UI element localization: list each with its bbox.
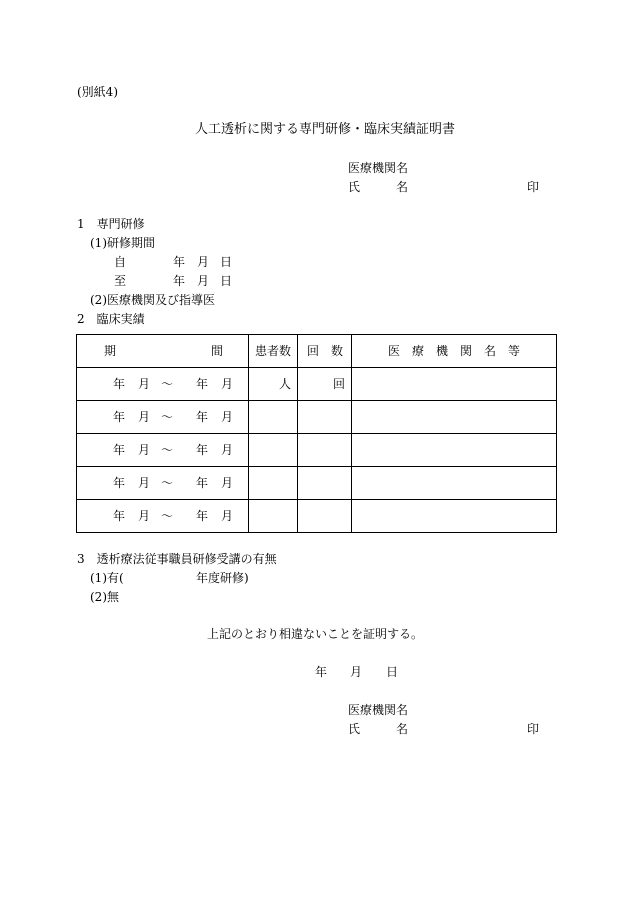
patients-cell (249, 401, 298, 434)
header-period: 期 間 (77, 335, 249, 368)
institution-supervisor-label: (2)医療機関及び指導医 (90, 293, 215, 307)
institution-cell (352, 368, 557, 401)
training-yes-prefix: (1)有( (90, 571, 124, 585)
cert-institution-label: 医療機関名 (348, 703, 409, 717)
institution-cell (352, 467, 557, 500)
to-label: 至 (114, 274, 127, 288)
period-cell: 年 月 〜 年 月 (77, 500, 249, 533)
period-cell: 年 月 〜 年 月 (77, 368, 249, 401)
from-year: 年 (173, 255, 186, 269)
patients-cell: 人 (249, 368, 298, 401)
patients-cell (249, 434, 298, 467)
to-month: 月 (197, 274, 210, 288)
header-count: 回 数 (298, 335, 352, 368)
institution-name-label: 医療機関名 (348, 161, 409, 175)
training-no-label: (2)無 (90, 590, 119, 604)
section3-heading: 3 透析療法従事職員研修受講の有無 (77, 552, 277, 566)
institution-cell (352, 401, 557, 434)
cert-date-day: 日 (386, 665, 399, 679)
header-patients: 患者数 (249, 335, 298, 368)
to-day: 日 (220, 274, 233, 288)
clinical-record-table (76, 334, 557, 533)
patients-cell (249, 500, 298, 533)
header-institution: 医 療 機 関 名 等 (352, 335, 557, 368)
table-row (77, 500, 557, 533)
cert-date-year: 年 (315, 665, 328, 679)
from-label: 自 (114, 255, 127, 269)
count-cell: 回 (298, 368, 352, 401)
name-label-part2: 名 (396, 180, 409, 194)
cert-name-label-part2: 名 (396, 722, 409, 736)
table-header-row (77, 335, 557, 368)
section1-heading: 1 専門研修 (77, 217, 145, 231)
seal-label: 印 (527, 180, 540, 194)
certification-statement: 上記のとおり相違ないことを証明する。 (207, 627, 424, 641)
from-day: 日 (220, 255, 233, 269)
appendix-label: (別紙4) (77, 85, 118, 99)
table-row (77, 401, 557, 434)
cert-name-label-part1: 氏 (348, 722, 361, 736)
period-cell: 年 月 〜 年 月 (77, 434, 249, 467)
table-row (77, 467, 557, 500)
table-row (77, 368, 557, 401)
table-row (77, 434, 557, 467)
document-title: 人工透析に関する専門研修・臨床実績証明書 (195, 122, 456, 137)
patients-cell (249, 467, 298, 500)
count-cell (298, 434, 352, 467)
cert-seal-label: 印 (527, 722, 540, 736)
count-cell (298, 467, 352, 500)
from-month: 月 (197, 255, 210, 269)
cert-date-month: 月 (350, 665, 363, 679)
training-period-label: (1)研修期間 (90, 236, 155, 250)
institution-cell (352, 434, 557, 467)
name-label-part1: 氏 (348, 180, 361, 194)
period-cell: 年 月 〜 年 月 (77, 401, 249, 434)
count-cell (298, 500, 352, 533)
count-cell (298, 401, 352, 434)
to-year: 年 (173, 274, 186, 288)
institution-cell (352, 500, 557, 533)
section2-heading: 2 臨床実績 (77, 312, 145, 326)
period-cell: 年 月 〜 年 月 (77, 467, 249, 500)
training-yes-suffix: 年度研修) (196, 571, 249, 585)
